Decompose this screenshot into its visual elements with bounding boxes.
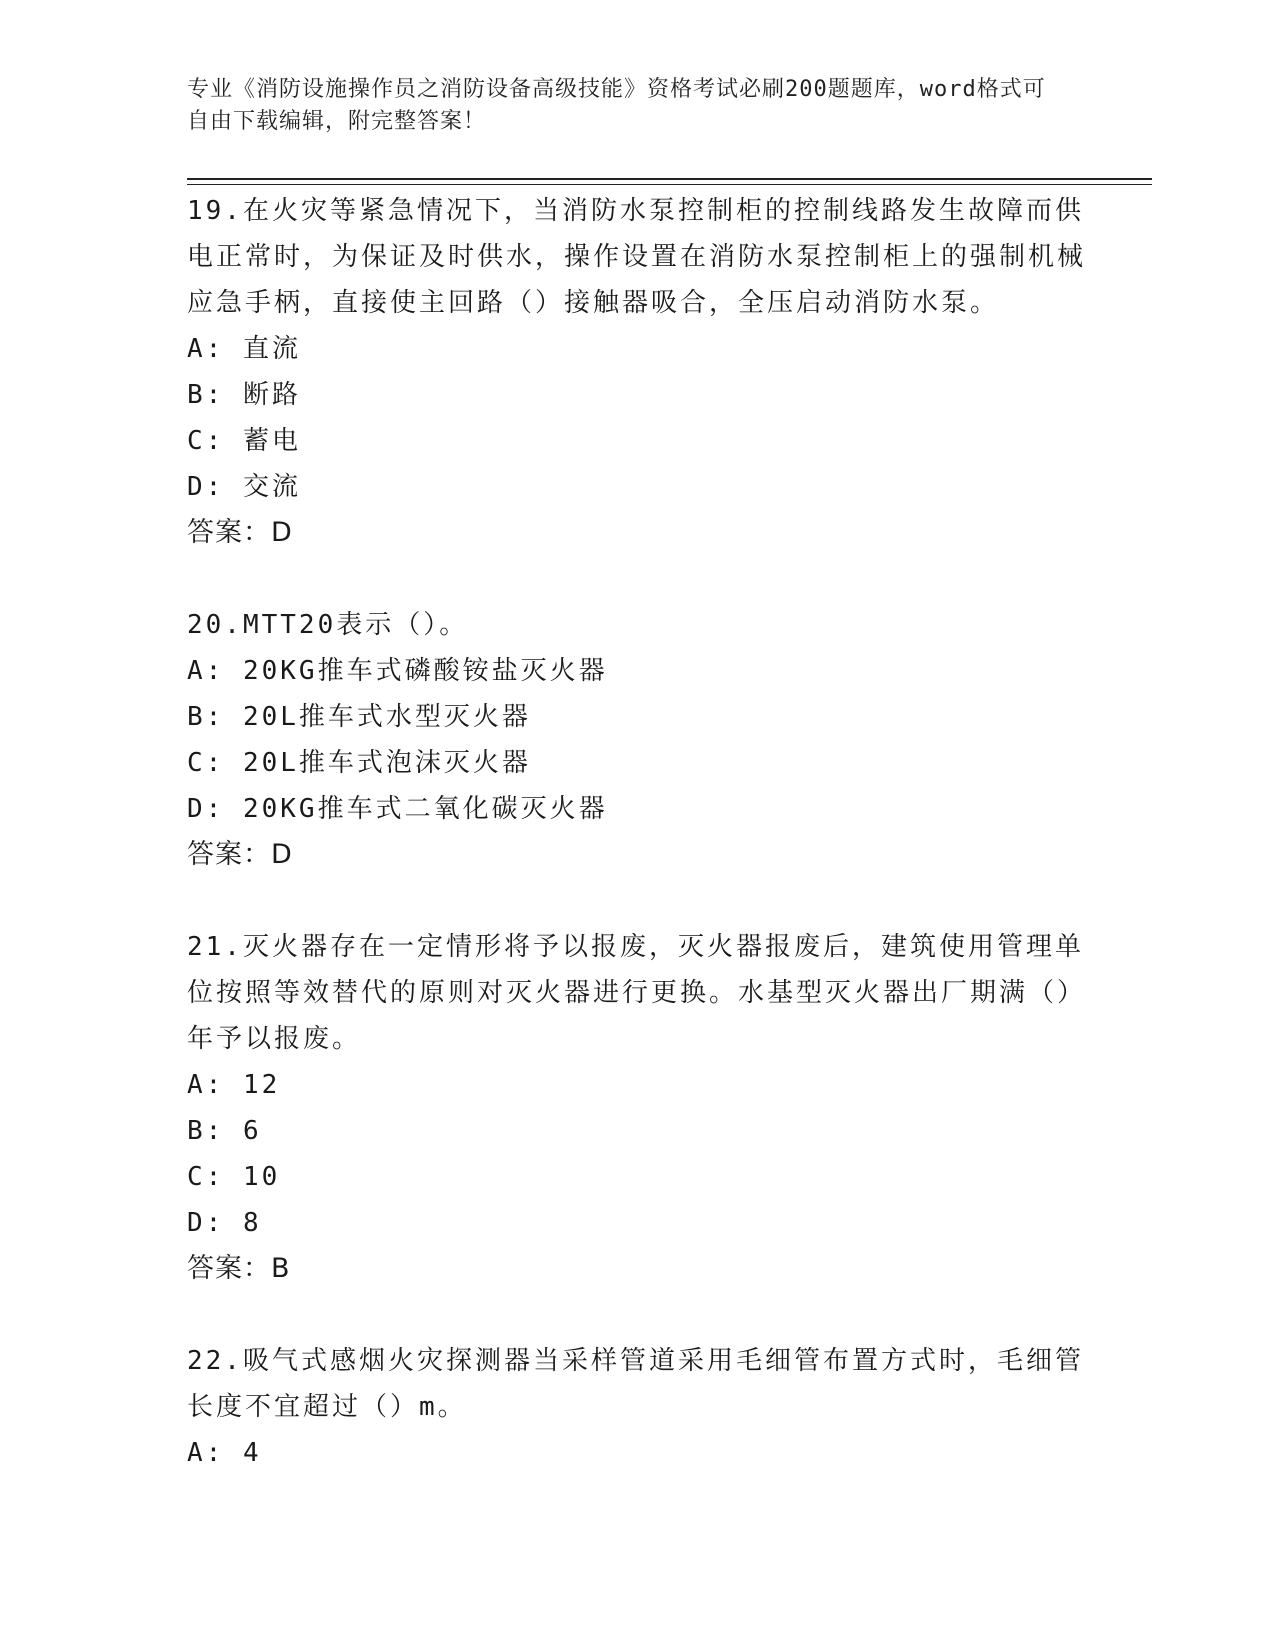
header-divider-thin [187, 184, 1152, 185]
option-c: C: 10 [187, 1162, 281, 1192]
question-stem: 22.吸气式感烟火灾探测器当采样管道采用毛细管布置方式时，毛细管长度不宜超过（）m。 [187, 1346, 1084, 1422]
answer-line: 答案：B [187, 1253, 291, 1284]
option-c: C: 蓄电 [187, 426, 301, 456]
option-b: B: 断路 [187, 380, 301, 410]
question-stem: 21.灭火器存在一定情形将予以报废，灭火器报废后，建筑使用管理单位按照等效替代的原则对灭火器进行更换。水基型灭火器出厂期满（）年予以报废。 [187, 932, 1087, 1054]
option-d: D: 8 [187, 1208, 262, 1238]
option-b: B: 20L推车式水型灭火器 [187, 702, 531, 732]
answer-line: 答案：D [187, 839, 293, 870]
option-b: B: 6 [187, 1116, 262, 1146]
option-a: A: 12 [187, 1070, 281, 1100]
question-stem: 19.在火灾等紧急情况下，当消防水泵控制柜的控制线路发生故障而供电正常时，为保证及时供水，操作设置在消防水泵控制柜上的强制机械应急手柄，直接使主回路（）接触器吸合，全压启动消防水泵。 [187, 196, 1087, 318]
question-list [187, 188, 1087, 1522]
question-21 [187, 924, 1087, 1292]
question-19 [187, 188, 1087, 556]
answer-line: 答案：D [187, 517, 293, 548]
header-divider-thick [187, 178, 1152, 180]
option-d: D: 20KG推车式二氧化碳灭火器 [187, 794, 608, 824]
question-20 [187, 602, 1087, 878]
question-22 [187, 1338, 1087, 1476]
option-d: D: 交流 [187, 472, 301, 502]
option-a: A: 20KG推车式磷酸铵盐灭火器 [187, 656, 608, 686]
option-c: C: 20L推车式泡沫灭火器 [187, 748, 531, 778]
document-header: 专业《消防设施操作员之消防设备高级技能》资格考试必刷200题题库，word格式可自由下载编辑，附完整答案！ [187, 77, 1046, 134]
option-a: A: 4 [187, 1438, 262, 1468]
option-a: A: 直流 [187, 334, 301, 364]
question-stem: 20.MTT20表示（）。 [187, 610, 469, 640]
